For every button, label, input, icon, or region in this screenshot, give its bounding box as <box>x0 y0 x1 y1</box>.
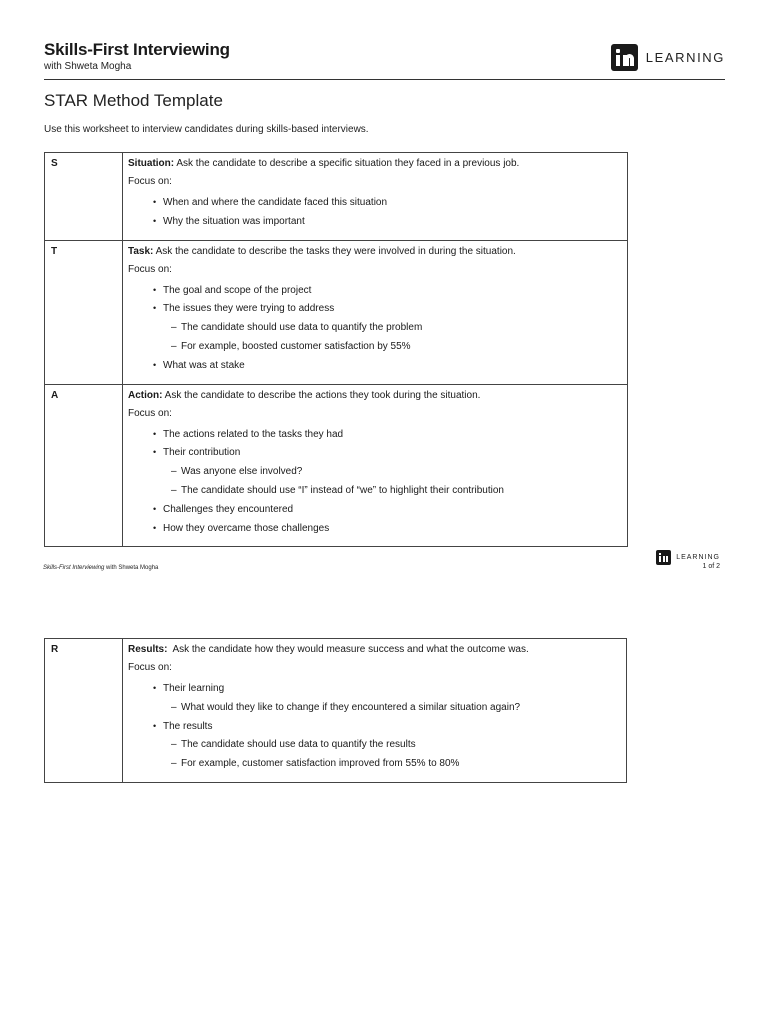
section-content <box>123 153 628 241</box>
list-item: • The actions related to the tasks they had <box>153 429 621 441</box>
instructor-name: with Shweta Mogha <box>44 61 132 72</box>
star-letter: S <box>45 153 123 241</box>
sub-list-item: – For example, boosted customer satisfaction by 55% <box>171 341 621 353</box>
section-content <box>123 639 627 783</box>
section-content <box>123 240 628 384</box>
footer-logo-wordmark: LEARNING <box>676 554 720 561</box>
prompt-text: Ask the candidate to describe the actions they took during the situation. <box>162 389 481 401</box>
list-item: • Their learning – What would they like to change if they encountered a similar situation again? <box>153 683 620 714</box>
sub-list <box>163 739 620 770</box>
sub-list-item: – Was anyone else involved? <box>171 466 621 478</box>
list-item: • How they overcame those challenges <box>153 523 621 535</box>
sub-list <box>163 322 621 353</box>
sub-list-item: – For example, customer satisfaction improved from 55% to 80% <box>171 758 620 770</box>
logo-wordmark: LEARNING <box>645 50 725 65</box>
list-item: • What was at stake <box>153 360 621 372</box>
course-title: Skills-First Interviewing <box>44 40 230 59</box>
list-item: • Challenges they encountered <box>153 504 621 516</box>
list-item: • When and where the candidate faced this situation <box>153 197 621 209</box>
focus-list <box>128 429 621 535</box>
prompt-text: Ask the candidate how they would measure success and what the outcome was. <box>167 644 529 655</box>
focus-list <box>128 285 621 372</box>
linkedin-learning-logo <box>611 44 725 71</box>
list-item: • The issues they were trying to address – The candidate should use data to quantify the problem – For example, boosted customer satisfaction by 55% <box>153 303 621 353</box>
section-prompt <box>128 158 621 170</box>
list-item: • The goal and scope of the project <box>153 285 621 297</box>
sub-list <box>163 702 620 714</box>
star-letter: T <box>45 240 123 384</box>
footer-course-title: Skills-First Interviewing <box>43 565 105 571</box>
document-title: STAR Method Template <box>44 91 223 110</box>
star-table-continued <box>44 638 627 783</box>
linkedin-icon <box>656 550 671 565</box>
star-letter: A <box>45 384 123 547</box>
section-prompt <box>128 644 620 656</box>
section-label: Results: <box>128 644 168 655</box>
focus-label: Focus on: <box>128 407 172 419</box>
focus-list <box>128 683 620 770</box>
list-item: • Their contribution – Was anyone else involved? – The candidate should use “I” instead of “we” to highlight their contribution <box>153 447 621 497</box>
footer-instructor: with Shweta Mogha <box>104 565 159 571</box>
sub-list-item: – The candidate should use data to quantify the results <box>171 739 620 751</box>
focus-label: Focus on: <box>128 263 172 275</box>
prompt-text: Ask the candidate to describe the tasks they were involved in during the situation. <box>153 245 516 257</box>
focus-label: Focus on: <box>128 176 172 187</box>
sub-list-item: – The candidate should use data to quantify the problem <box>171 322 621 334</box>
table-row-situation <box>45 153 628 241</box>
page-header <box>44 40 725 80</box>
sub-list-item: – The candidate should use “I” instead of “we” to highlight their contribution <box>171 485 621 497</box>
section-label: Task: <box>128 245 154 257</box>
sub-list <box>163 466 621 497</box>
list-item: • The results – The candidate should use data to quantify the results – For example, customer satisfaction improved from 55% to 80% <box>153 721 620 771</box>
section-label: Situation: <box>128 158 175 169</box>
section-prompt <box>128 390 621 402</box>
focus-label: Focus on: <box>128 662 172 673</box>
section-content <box>123 384 628 547</box>
linkedin-icon <box>611 44 638 71</box>
table-row-action <box>45 384 628 547</box>
intro-text: Use this worksheet to interview candidates during skills-based interviews. <box>44 124 369 135</box>
table-row-task <box>45 240 628 384</box>
page-number: 1 of 2 <box>702 563 720 570</box>
sub-list-item: – What would they like to change if they encountered a similar situation again? <box>171 702 620 714</box>
list-item: • Why the situation was important <box>153 216 621 228</box>
page-footer <box>43 565 158 571</box>
table-row-results <box>45 639 627 783</box>
section-label: Action: <box>128 389 163 401</box>
focus-list <box>128 197 621 228</box>
star-table <box>44 152 628 547</box>
section-prompt <box>128 246 621 258</box>
prompt-text: Ask the candidate to describe a specific situation they faced in a previous job. <box>174 158 520 169</box>
star-letter: R <box>45 639 123 783</box>
